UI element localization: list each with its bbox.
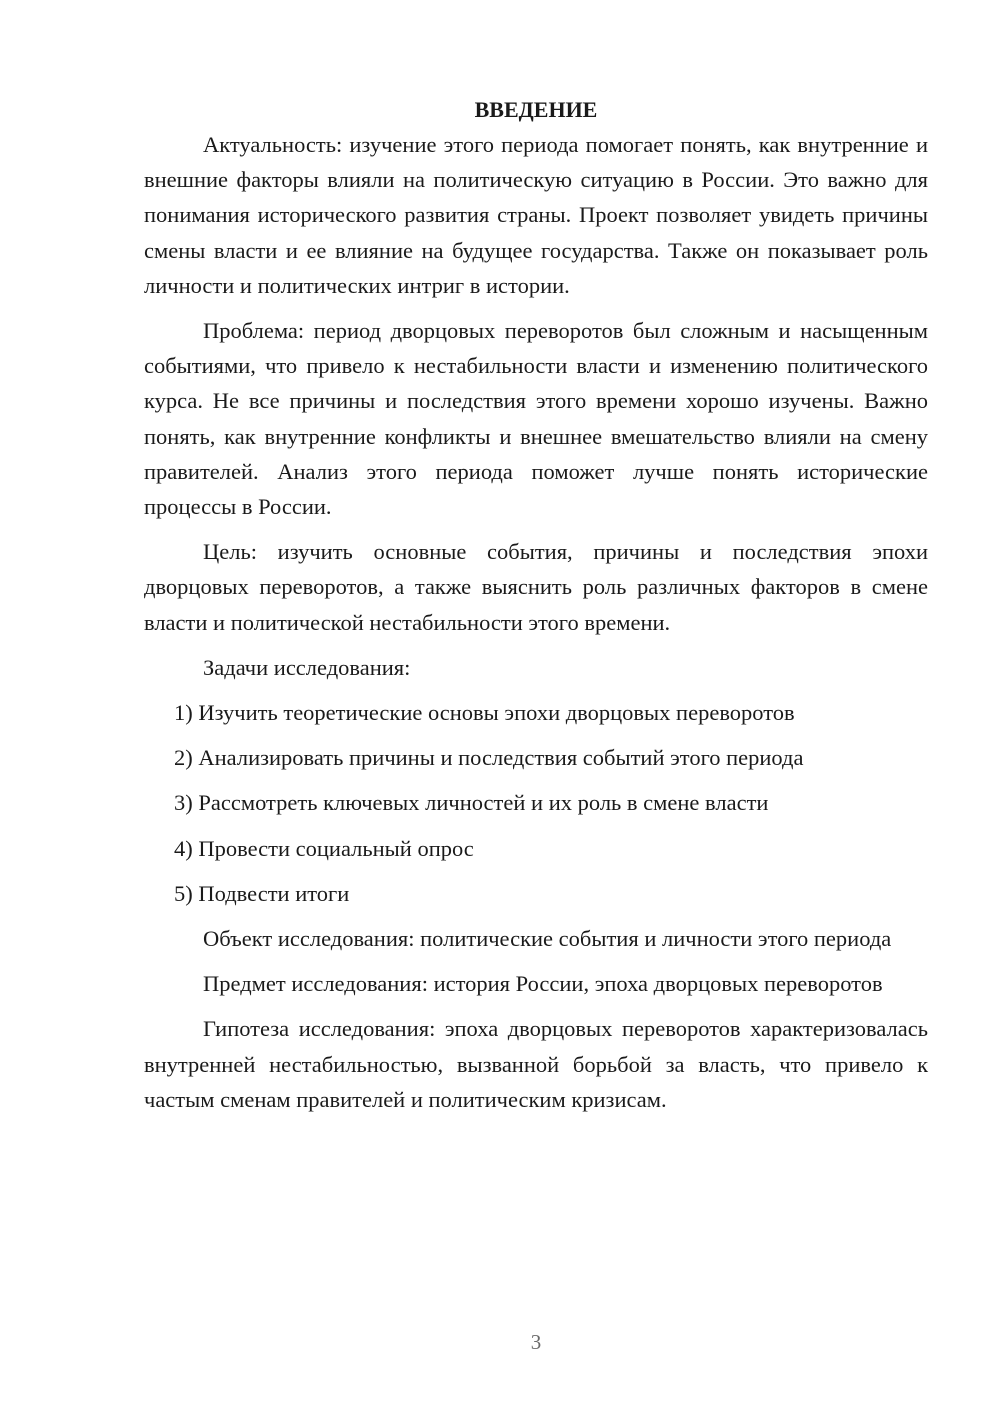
tasks-heading: Задачи исследования: bbox=[203, 654, 411, 680]
object-paragraph: Объект исследования: политические события и личности этого периода bbox=[203, 926, 892, 952]
section-title: ВВЕДЕНИЕ bbox=[474, 97, 598, 122]
problem-paragraph: Проблема: период дворцовых переворотов был сложным и насыщенным событиями, что привело к нестабильности власти и изменению политического курса. Не все причины и последствия этого времени хорошо изучены. Важно понять, как внутренние конфликты и внешнее вмешательство влияли на смену правителей. Анализ этого периода поможет лучше понять исторические процессы в России. bbox=[144, 318, 928, 520]
hypothesis-paragraph: Гипотеза исследования: эпоха дворцовых переворотов характеризовалась внутренней нестабильностью, вызванной борьбой за власть, что привело к частым сменам правителей и политическим кризисам. bbox=[144, 1016, 928, 1112]
subject-paragraph: Предмет исследования: история России, эпоха дворцовых переворотов bbox=[203, 971, 883, 997]
page-number: 3 bbox=[530, 1330, 542, 1354]
goal-paragraph: Цель: изучить основные события, причины и последствия эпохи дворцовых переворотов, а также выяснить роль различных факторов в смене власти и политической нестабильности этого времени. bbox=[144, 539, 928, 635]
task-item: 5) Подвести итоги bbox=[174, 880, 350, 906]
task-item: 4) Провести социальный опрос bbox=[174, 835, 474, 861]
task-item: 1) Изучить теоретические основы эпохи дворцовых переворотов bbox=[174, 700, 795, 726]
tasks-list bbox=[144, 695, 928, 911]
document-page bbox=[144, 92, 928, 1127]
relevance-paragraph: Актуальность: изучение этого периода помогает понять, как внутренние и внешние факторы влияли на политическую ситуацию в России. Это важно для понимания исторического развития страны. Проект позволяет увидеть причины смены власти и ее влияние на будущее государства. Также он показывает роль личности и политических интриг в истории. bbox=[144, 132, 928, 298]
task-item: 3) Рассмотреть ключевых личностей и их роль в смене власти bbox=[174, 790, 769, 816]
task-item: 2) Анализировать причины и последствия событий этого периода bbox=[174, 745, 804, 771]
